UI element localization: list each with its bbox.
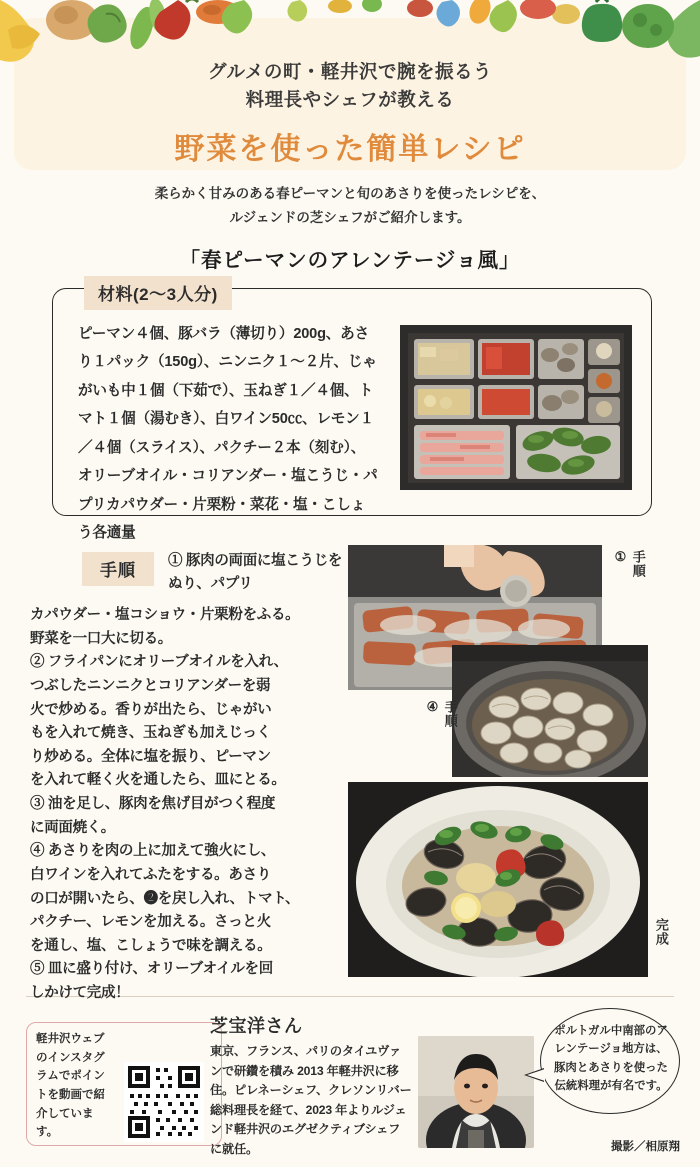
step-line: ⑤ 皿に盛り付け、オリーブオイルを回 (30, 961, 273, 978)
step-line: を通し、塩、こしょうで味を調える。 (30, 937, 272, 954)
intro-block (0, 182, 700, 273)
qr-code-icon[interactable] (124, 1062, 204, 1142)
step-line: の口が開いたら、❷を戻し入れ、トマト、 (30, 890, 300, 907)
step4-caption: 手順 ④ (425, 700, 458, 728)
chef-portrait-photo (418, 1036, 534, 1148)
step-line: ③ 油を足し、豚肉を焦げ目がつく程度 (30, 796, 276, 812)
intro-line-1: 柔らかく甘みのある春ピーマンと旬のあさりを使ったレシピを、 (154, 186, 546, 201)
header-line-2: 料理長やシェフが教える (245, 88, 455, 110)
step-line: パクチー、レモンを加える。さっと火 (30, 914, 271, 931)
steps-head-line: ① 豚肉の両面に塩こうじをぬり、パプリ (168, 553, 343, 593)
step-line: つぶしたニンニクとコリアンダーを弱 (30, 677, 271, 694)
chef-bio: 東京、フランス、パリのタイユヴァンで研鑽を積み 2013 年軽井沢に移住。ピレネーシェフ、クレソンリバー総料理長を経て、2023 年よりルジェンド軽井沢のエグゼクティブシェフに就任。 (210, 1044, 412, 1156)
step-line: 白ワインを入れてふたをする。あさり (30, 866, 271, 883)
step-line: に両面焼く。 (30, 819, 115, 836)
steps-label: 手順 (82, 552, 154, 586)
chef-name: 芝宝洋さん (210, 1016, 303, 1036)
page-title: 野菜を使った簡単レシピ (174, 132, 526, 166)
header-line-1: グルメの町・軽井沢で腕を振るう (208, 61, 492, 82)
step-line: しかけて完成！ (30, 985, 130, 1001)
photo-credit: 撮影／相原翔 (611, 1141, 680, 1153)
steps-text-head (168, 550, 346, 597)
step-line: を入れて軽く火を通したら、皿にとる。 (30, 772, 286, 789)
instagram-text: 軽井沢ウェブのインスタグラムでポイントを動画で紹介しています。 (36, 1033, 105, 1139)
step1-caption: 手順 ① (613, 550, 646, 578)
intro-line-2: ルジェンドの芝シェフがご紹介します。 (229, 209, 471, 225)
ingredients-text: ピーマン４個、豚バラ（薄切り）200g、あさり１パック（150g）、ニンニク１〜２片、じゃがいも中１個（下茹で）、玉ねぎ１／４個、トマト１個（湯むき）、白ワイン50㏄、レモン１／４個（スライス）、パクチー２本（刻む）、オリーブオイル・コリアンダー・塩こうじ・パプリカパウダー・片栗粉・菜花・塩・こしょう各適量 (78, 326, 378, 542)
step-line: ② フライパンにオリーブオイルを入れ、 (30, 654, 288, 671)
step4-photo (452, 645, 648, 777)
header-text-block (0, 58, 700, 168)
final-dish-photo (348, 782, 648, 977)
step-line: 火で炒める。香りが出たら、じゃがい (30, 701, 272, 718)
final-caption: 完成 (653, 918, 669, 946)
speech-bubble-text: ポルトガル中南部のアレンテージョ地方は、豚肉とあさりを使った伝統料理が有名です。 (554, 1025, 668, 1092)
step-line: ④ あさりを肉の上に加えて強火にし、 (30, 843, 276, 860)
step-line: 野菜を一口大に切る。 (30, 630, 172, 647)
step-line: もを入れて焼き、玉ねぎも加えじっく (30, 725, 271, 742)
ingredients-label: 材料(2〜3人分) (84, 276, 232, 310)
speech-bubble-tail (524, 1068, 544, 1082)
steps-text-body (30, 604, 342, 1006)
step-line: り炒める。全体に塩を振り、ピーマン (30, 748, 271, 765)
ingredients-photo (400, 325, 632, 490)
recipe-title: 「春ピーマンのアレンテージョ風」 (179, 249, 521, 273)
step-line: カパウダー・塩コショウ・片栗粉をふる。 (30, 607, 300, 623)
